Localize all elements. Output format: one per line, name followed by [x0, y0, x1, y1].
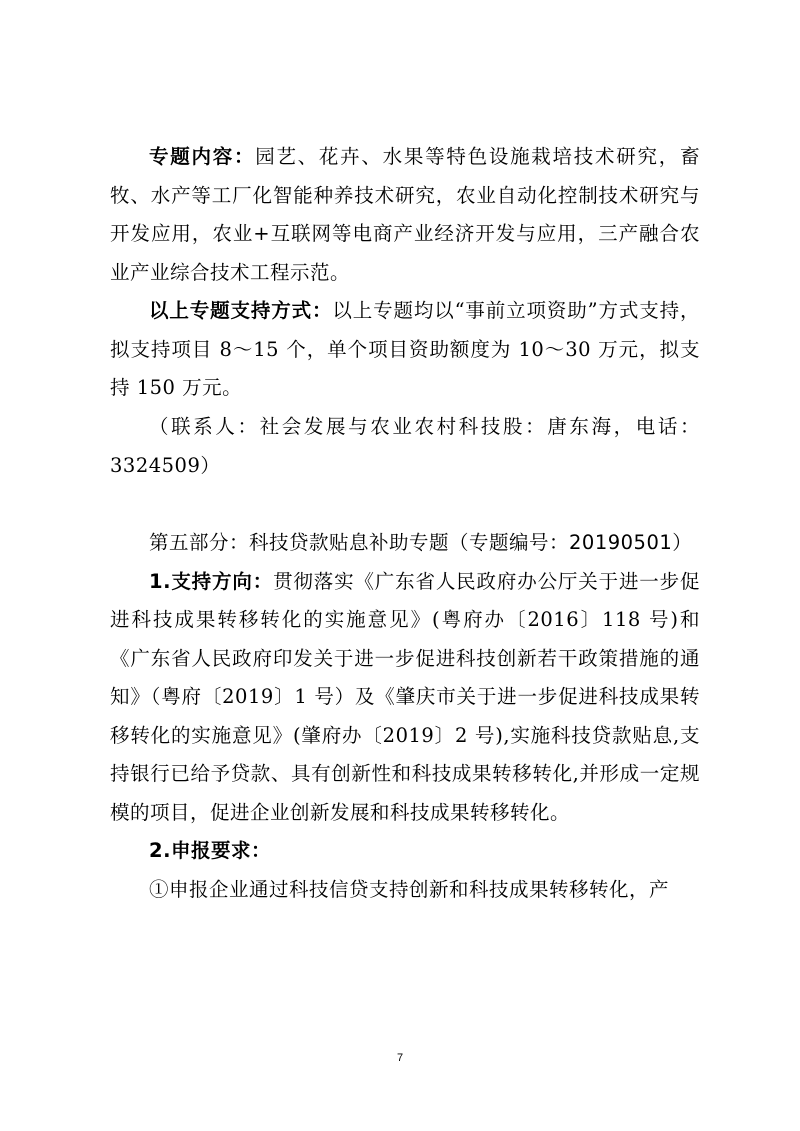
topic-label: 专题内容： [149, 145, 256, 168]
contact-paragraph: （联系人：社会发展与农业农村科技股：唐东海，电话：3324509） [110, 415, 700, 477]
support-direction-paragraph [110, 563, 700, 833]
support-method-section [110, 292, 700, 408]
support-method-label: 以上专题支持方式： [149, 299, 333, 322]
topic-text: 园艺、花卉、水果等特色设施栽培技术研究，畜牧、水产等工厂化智能种养技术研究，农业自动化控制技术研究与开发应用，农业+互联网等电商产业经济开发与应用，三产融合农业产业综合技术工程示范。 [110, 145, 700, 284]
support-direction-text: 贯彻落实《广东省人民政府办公厅关于进一步促进科技成果转移转化的实施意见》(粤府办〔2016〕118 号)和《广东省人民政府印发关于进一步促进科技创新若干政策措施的通知》（粤府〔2019〕1 号）及《肇庆市关于进一步促进科技成果转移转化的实施意见》(肇府办〔2019〕2 号),实施科技贷款贴息,支持银行已给予贷款、具有创新性和科技成果转移转化,并形成一定规模的项目，促进企业创新发展和科技成果转移转化。 [110, 569, 700, 824]
part-five-section [110, 524, 700, 909]
support-direction-label: 1.支持方向： [149, 569, 274, 593]
requirements-heading: 2.申报要求： [149, 839, 271, 862]
contact-section [110, 408, 700, 485]
part-five-heading: 第五部分：科技贷款贴息补助专题（专题编号：20190501） [149, 531, 693, 554]
topic-section [110, 138, 700, 292]
topic-paragraph [110, 138, 700, 292]
support-method-text: 以上专题均以“事前立项资助”方式支持，拟支持项目 8～15 个，单个项目资助额度为 10～30 万元，拟支持 150 万元。 [110, 299, 700, 399]
page-number: 7 [396, 1052, 404, 1064]
requirement-item-1: ①申报企业通过科技信贷支持创新和科技成果转移转化，产 [149, 877, 670, 901]
support-method-paragraph [110, 292, 700, 408]
